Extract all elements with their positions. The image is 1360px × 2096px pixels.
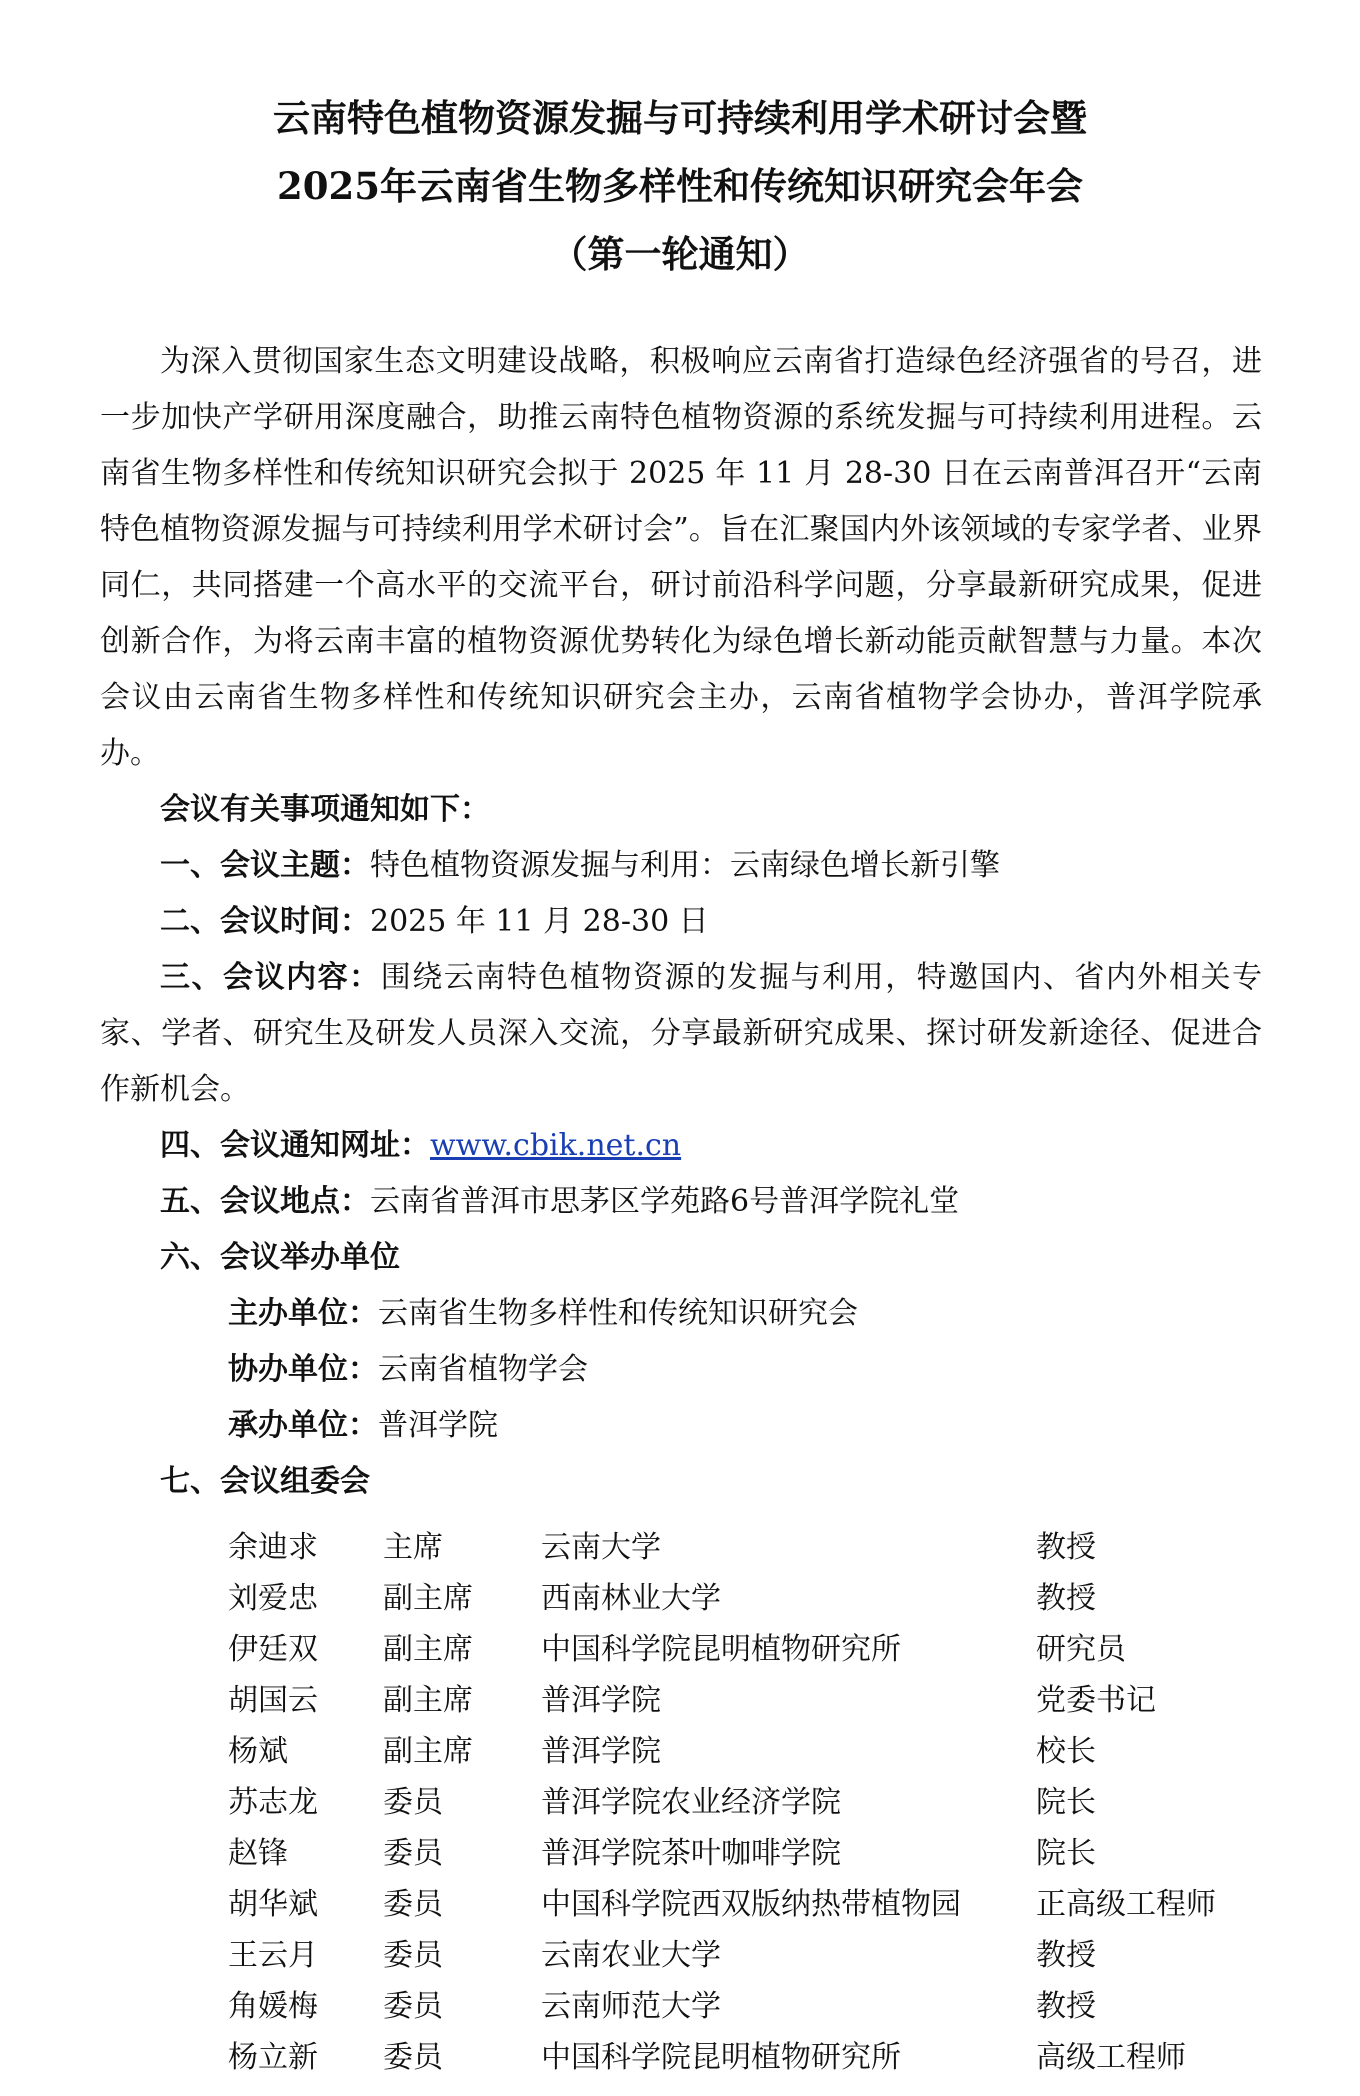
title-line-2: 2025年云南省生物多样性和传统知识研究会年会 (277, 164, 1083, 208)
member-name: 角媛梅 (228, 1988, 318, 2024)
member-org: 中国科学院昆明植物研究所 (541, 2039, 901, 2075)
member-role: 委员 (383, 1886, 443, 1922)
item-committee (160, 1454, 370, 1510)
notice-lead (160, 782, 490, 838)
member-org: 普洱学院茶叶咖啡学院 (541, 1835, 841, 1871)
member-name: 苏志龙 (228, 1784, 318, 1820)
table-row (228, 1518, 1266, 1569)
member-title: 教授 (1036, 1988, 1096, 2024)
notice-lead-text: 会议有关事项通知如下： (160, 792, 490, 827)
member-org: 西南林业大学 (541, 1580, 721, 1616)
host-unit (228, 1286, 858, 1342)
venue-value: 云南省普洱市思茅区学苑路6号普洱学院礼堂 (370, 1184, 960, 1219)
title-line-1: 云南特色植物资源发掘与可持续利用学术研讨会暨 (273, 96, 1087, 140)
host-label: 主办单位： (228, 1296, 378, 1331)
website-link[interactable]: www.cbik.net.cn (430, 1128, 682, 1163)
member-title: 教授 (1036, 1529, 1096, 1565)
co-value: 云南省植物学会 (378, 1352, 588, 1387)
member-title: 教授 (1036, 1580, 1096, 1616)
item-venue (160, 1174, 959, 1230)
member-role: 委员 (383, 1784, 443, 1820)
member-role: 委员 (383, 1988, 443, 2024)
co-unit (228, 1342, 588, 1398)
time-label: 二、会议时间： (160, 904, 370, 939)
member-role: 委员 (383, 1937, 443, 1973)
table-row (228, 1773, 1266, 1824)
table-row (228, 2028, 1266, 2079)
undertake-unit (228, 1398, 498, 1454)
venue-label: 五、会议地点： (160, 1184, 370, 1219)
item-content (100, 950, 1262, 1118)
item-website (160, 1118, 681, 1174)
committee-label: 七、会议组委会 (160, 1464, 370, 1499)
website-label: 四、会议通知网址： (160, 1128, 430, 1163)
member-name: 杨立新 (228, 2039, 318, 2075)
theme-value: 特色植物资源发掘与利用：云南绿色增长新引擎 (370, 848, 1000, 883)
table-row (228, 1824, 1266, 1875)
member-name: 王云月 (228, 1937, 318, 1973)
table-row (228, 1620, 1266, 1671)
theme-label: 一、会议主题： (160, 848, 370, 883)
member-role: 委员 (383, 2039, 443, 2075)
table-row (228, 1671, 1266, 1722)
member-org: 中国科学院昆明植物研究所 (541, 1631, 901, 1667)
member-title: 校长 (1036, 1733, 1096, 1769)
member-title: 党委书记 (1036, 1682, 1156, 1718)
member-role: 主席 (383, 1529, 443, 1565)
committee-table (228, 1518, 1266, 2079)
content-value: 围绕云南特色植物资源的发掘与利用，特邀国内、省内外相关专家、学者、研究生及研发人员深入交流，分享最新研究成果、探讨研发新途径、促进合作新机会。 (100, 960, 1263, 1107)
member-title: 高级工程师 (1036, 2039, 1186, 2075)
intro-paragraph: 为深入贯彻国家生态文明建设战略，积极响应云南省打造绿色经济强省的号召，进一步加快产学研用深度融合，助推云南特色植物资源的系统发掘与可持续利用进程。云南省生物多样性和传统知识研究会拟于 2025 年 11 月 28-30 日在云南普洱召开“云南特色植物资源发掘与可持续利用学术研讨会”。旨在汇聚国内外该领域的专家学者、业界同仁，共同搭建一个高水平的交流平台，研讨前沿科学问题，分享最新研究成果，促进创新合作，为将云南丰富的植物资源优势转化为绿色增长新动能贡献智慧与力量。本次会议由云南省生物多样性和传统知识研究会主办，云南省植物学会协办，普洱学院承办。 (100, 344, 1262, 771)
member-title: 教授 (1036, 1937, 1096, 1973)
member-org: 云南大学 (541, 1529, 661, 1565)
member-title: 正高级工程师 (1036, 1886, 1216, 1922)
member-org: 云南农业大学 (541, 1937, 721, 1973)
member-org: 普洱学院 (541, 1682, 661, 1718)
member-org: 中国科学院西双版纳热带植物园 (541, 1886, 961, 1922)
undertake-value: 普洱学院 (378, 1408, 498, 1443)
member-name: 余迪求 (228, 1529, 318, 1565)
host-value: 云南省生物多样性和传统知识研究会 (378, 1296, 858, 1331)
member-org: 云南师范大学 (541, 1988, 721, 2024)
member-org: 普洱学院 (541, 1733, 661, 1769)
member-role: 副主席 (383, 1580, 473, 1616)
member-title: 院长 (1036, 1835, 1096, 1871)
member-name: 刘爱忠 (228, 1580, 318, 1616)
member-role: 副主席 (383, 1733, 473, 1769)
table-row (228, 1875, 1266, 1926)
member-role: 副主席 (383, 1631, 473, 1667)
item-time (160, 894, 709, 950)
member-name: 杨斌 (228, 1733, 288, 1769)
member-name: 胡华斌 (228, 1886, 318, 1922)
member-name: 胡国云 (228, 1682, 318, 1718)
member-role: 副主席 (383, 1682, 473, 1718)
member-org: 普洱学院农业经济学院 (541, 1784, 841, 1820)
table-row (228, 1722, 1266, 1773)
content-label: 三、会议内容： (160, 960, 381, 995)
table-row (228, 1926, 1266, 1977)
member-name: 伊廷双 (228, 1631, 318, 1667)
time-value: 2025 年 11 月 28-30 日 (370, 904, 709, 939)
table-row (228, 1569, 1266, 1620)
item-organizers (160, 1230, 400, 1286)
undertake-label: 承办单位： (228, 1408, 378, 1443)
member-name: 赵锋 (228, 1835, 288, 1871)
member-title: 院长 (1036, 1784, 1096, 1820)
organizers-label: 六、会议举办单位 (160, 1240, 400, 1275)
member-title: 研究员 (1036, 1631, 1126, 1667)
item-theme (160, 838, 1000, 894)
member-role: 委员 (383, 1835, 443, 1871)
co-label: 协办单位： (228, 1352, 378, 1387)
table-row (228, 1977, 1266, 2028)
title-line-3: （第一轮通知） (550, 232, 810, 276)
